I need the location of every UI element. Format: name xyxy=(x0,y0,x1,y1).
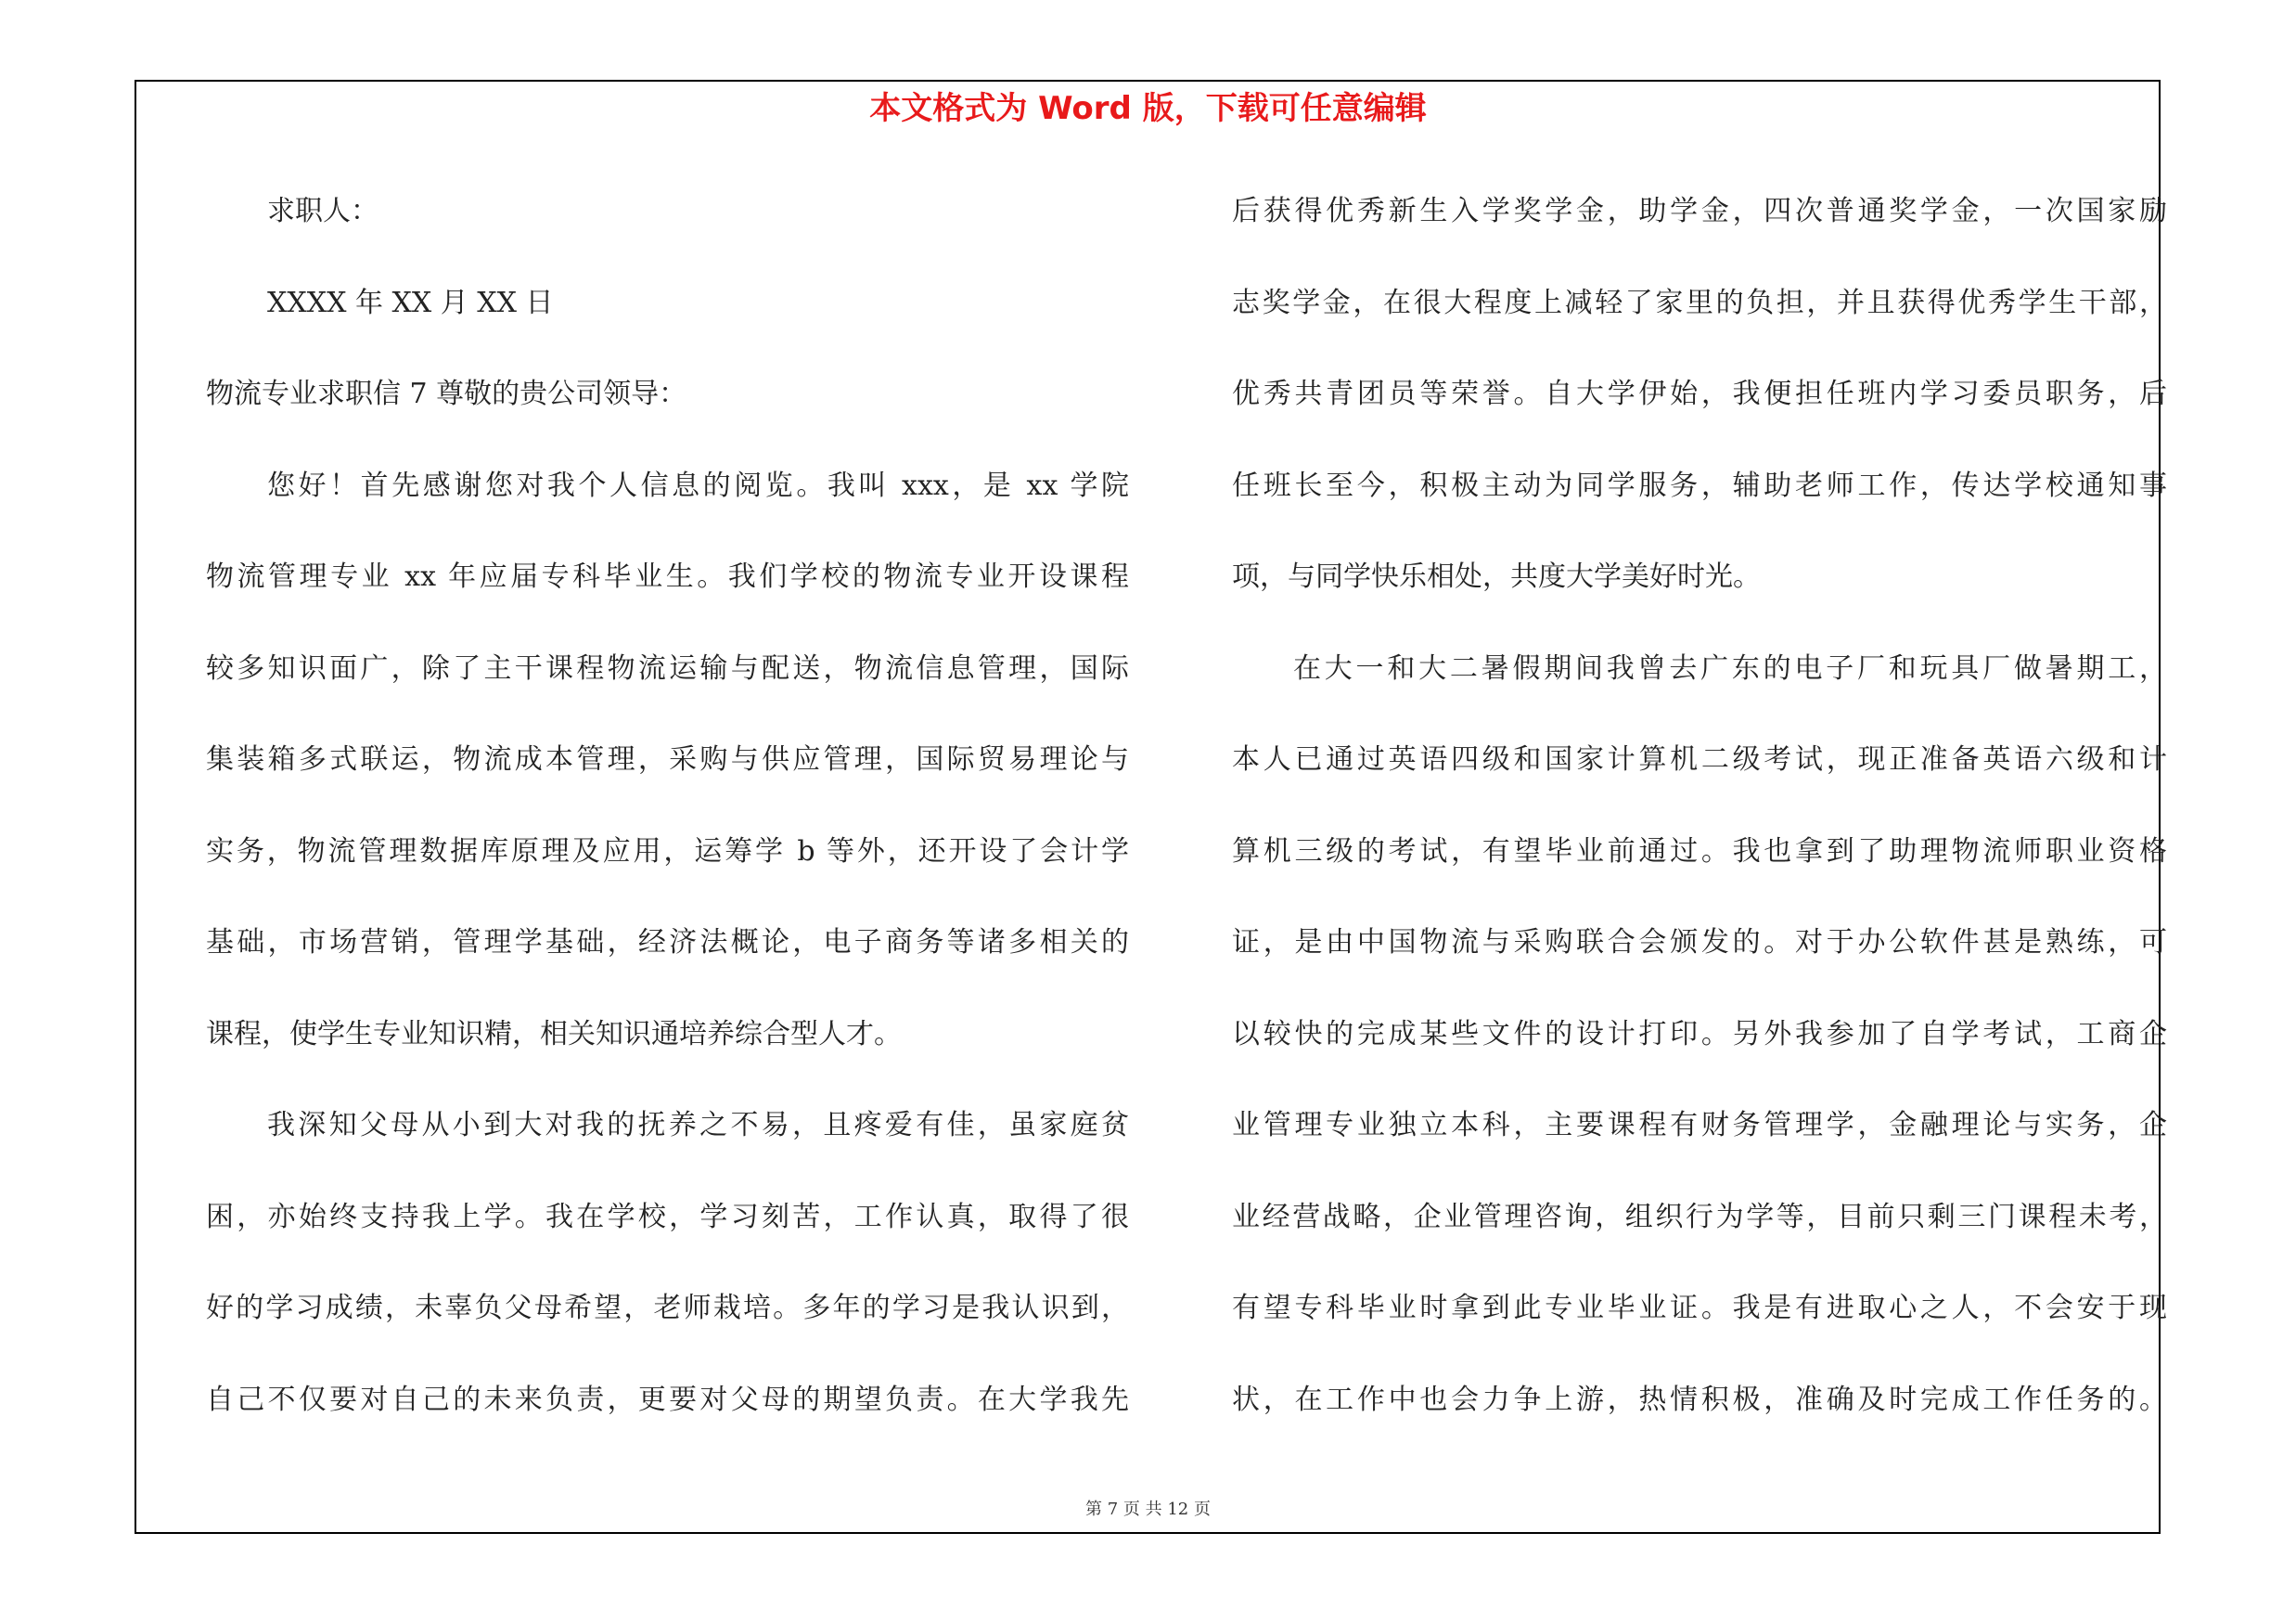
paragraph-line: 实务，物流管理数据库原理及应用，运筹学 b 等外，还开设了会计学 xyxy=(206,834,1129,868)
paragraph-line: 困，亦始终支持我上学。我在学校，学习刻苦，工作认真，取得了很 xyxy=(206,1200,1129,1233)
paragraph-line: 业管理专业独立本科，主要课程有财务管理学，金融理论与实务，企 xyxy=(1232,1109,2167,1141)
paragraph-line: 集装箱多式联运，物流成本管理，采购与供应管理，国际贸易理论与 xyxy=(206,743,1129,776)
paragraph-line: 在大一和大二暑假期间我曾去广东的电子厂和玩具厂做暑期工， xyxy=(1293,651,2167,685)
paragraph-line: 好的学习成绩，未辜负父母希望，老师栽培。多年的学习是我认识到， xyxy=(206,1292,1129,1324)
applicant-line: 求职人： xyxy=(267,195,378,227)
paragraph-line: 较多知识面广，除了主干课程物流运输与配送，物流信息管理，国际 xyxy=(206,651,1129,685)
page-number: 第 7 页 共 12 页 xyxy=(1085,1500,1211,1519)
paragraph-line: 优秀共青团员等荣誉。自大学伊始，我便担任班内学习委员职务，后 xyxy=(1232,378,2167,410)
paragraph-line: 您好！首先感谢您对我个人信息的阅览。我叫 xxx，是 xx 学院 xyxy=(267,469,1129,502)
date-line: XXXX 年 XX 月 XX 日 xyxy=(267,286,554,319)
paragraph-line: 后获得优秀新生入学奖学金，助学金，四次普通奖学金，一次国家励 xyxy=(1232,195,2167,227)
right-column xyxy=(1232,182,2167,1462)
paragraph-line: 业经营战略，企业管理咨询，组织行为学等，目前只剩三门课程未考， xyxy=(1232,1200,2167,1233)
paragraph-line: 以较快的完成某些文件的设计打印。另外我参加了自学考试，工商企 xyxy=(1232,1017,2167,1050)
paragraph-line: 项，与同学快乐相处，共度大学美好时光。 xyxy=(1232,560,1761,593)
paragraph-line: 自己不仅要对自己的未来负责，更要对父母的期望负责。在大学我先 xyxy=(206,1383,1129,1416)
paragraph-line: 证，是由中国物流与采购联合会颁发的。对于办公软件甚是熟练，可 xyxy=(1232,926,2167,959)
paragraph-line: 任班长至今，积极主动为同学服务，辅助老师工作，传达学校通知事 xyxy=(1232,469,2167,502)
header-banner: 本文格式为 Word 版，下载可任意编辑 xyxy=(869,90,1427,127)
paragraph-line: 志奖学金，在很大程度上减轻了家里的负担，并且获得优秀学生干部， xyxy=(1232,286,2167,319)
paragraph-line: 物流管理专业 xx 年应届专科毕业生。我们学校的物流专业开设课程 xyxy=(206,560,1129,593)
paragraph-line: 状，在工作中也会力争上游，热情积极，准确及时完成工作任务的。 xyxy=(1232,1383,2167,1416)
paragraph-line: 有望专科毕业时拿到此专业毕业证。我是有进取心之人，不会安于现 xyxy=(1232,1292,2167,1324)
paragraph-line: 课程，使学生专业知识精，相关知识通培养综合型人才。 xyxy=(206,1017,902,1050)
left-column xyxy=(206,182,1129,1462)
paragraph-line: 本人已通过英语四级和国家计算机二级考试，现正准备英语六级和计 xyxy=(1232,743,2167,776)
paragraph-line: 我深知父母从小到大对我的抚养之不易，且疼爱有佳，虽家庭贫 xyxy=(267,1109,1129,1141)
paragraph-line: 算机三级的考试，有望毕业前通过。我也拿到了助理物流师职业资格 xyxy=(1232,834,2167,868)
paragraph-line: 基础，市场营销，管理学基础，经济法概论，电子商务等诸多相关的 xyxy=(206,926,1129,959)
letter-title-line: 物流专业求职信 7 尊敬的贵公司领导： xyxy=(206,378,687,410)
